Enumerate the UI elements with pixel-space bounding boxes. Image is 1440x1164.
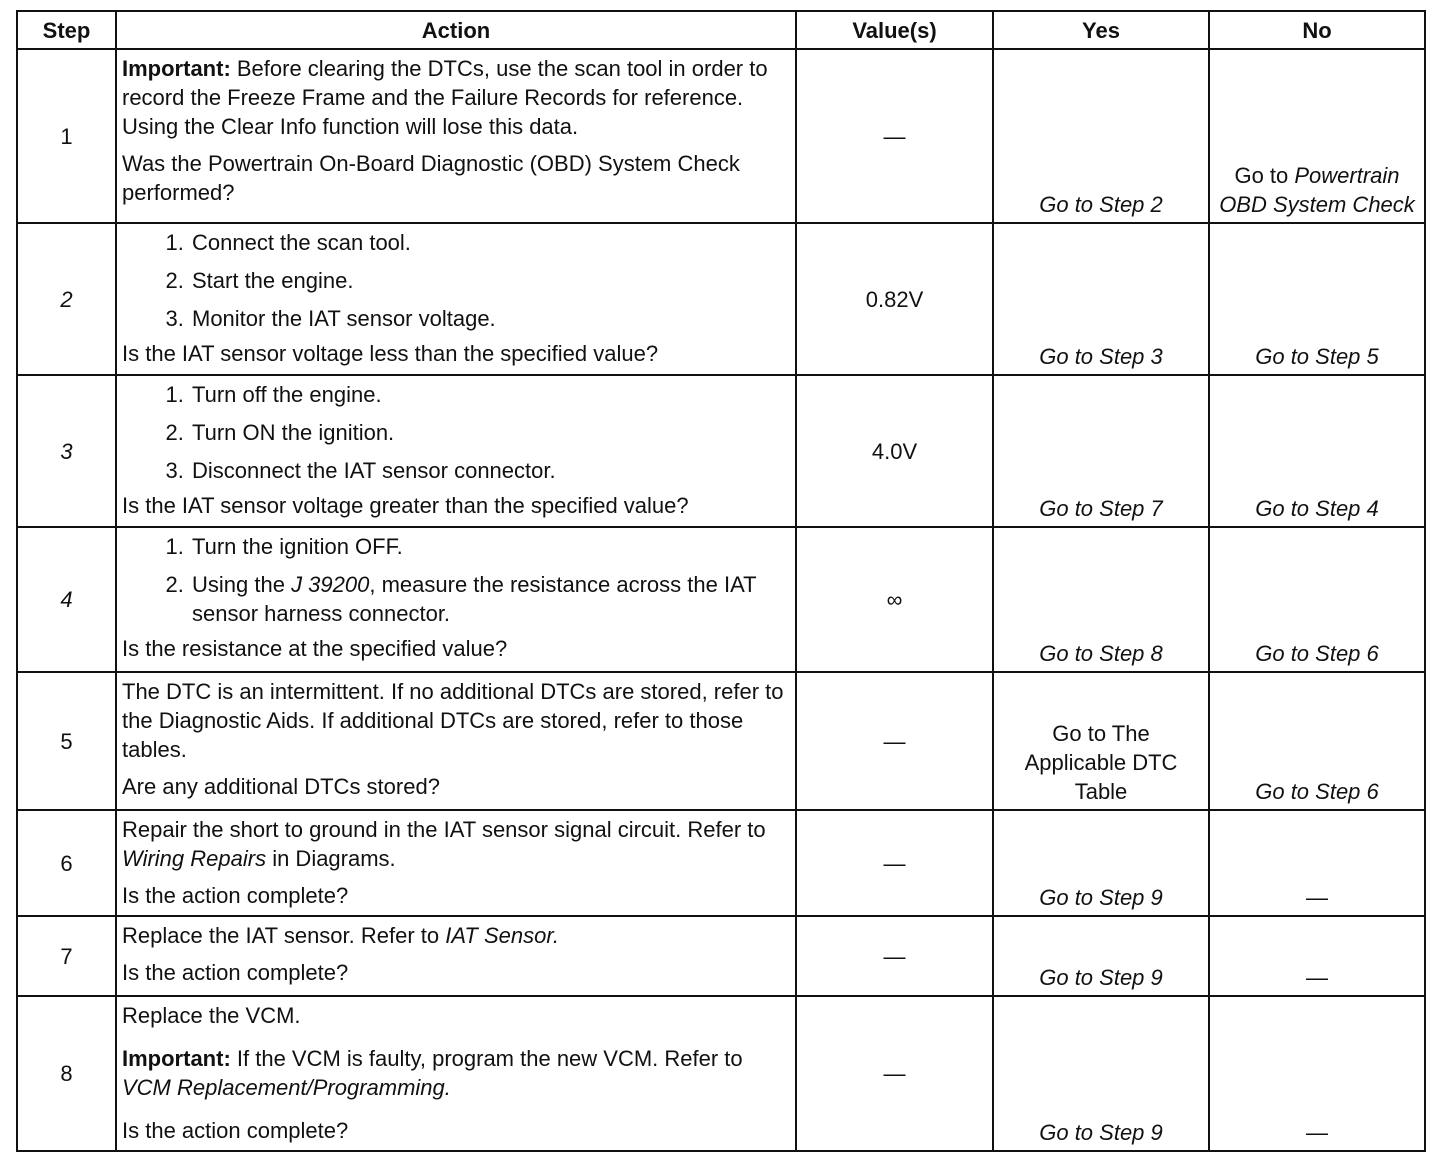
table-row — [17, 916, 1425, 996]
step-number: 8 — [17, 996, 116, 1151]
value-cell: — — [796, 49, 993, 223]
no-prefix: Go to — [1234, 163, 1295, 188]
question: Is the resistance at the specified value? — [122, 636, 508, 661]
table-row — [17, 672, 1425, 810]
question: Are any additional DTCs stored? — [122, 774, 440, 799]
yes-cell: Go to Step 9 — [993, 996, 1209, 1151]
yes-cell: Go to Step 2 — [993, 49, 1209, 223]
yes-cell: Go to Step 9 — [993, 810, 1209, 916]
yes-cell: Go to The Applicable DTC Table — [993, 672, 1209, 810]
table-row — [17, 375, 1425, 527]
text-suffix: in Diagrams. — [266, 846, 396, 871]
step-number: 2 — [17, 223, 116, 375]
no-cell — [1209, 49, 1425, 223]
table-row — [17, 223, 1425, 375]
action-cell — [116, 375, 796, 527]
important-text: If the VCM is faulty, program the new VCM. Refer to — [230, 1046, 743, 1071]
diagnostic-table-container — [16, 10, 1424, 1152]
question: Was the Powertrain On-Board Diagnostic (OBD) System Check performed? — [122, 151, 740, 205]
text-prefix: Replace the IAT sensor. Refer to — [122, 923, 446, 948]
step-number: 3 — [17, 375, 116, 527]
action-cell — [116, 527, 796, 672]
step-number: 5 — [17, 672, 116, 810]
action-text: The DTC is an intermittent. If no additional DTCs are stored, refer to the Diagnostic Aids. If additional DTCs are stored, refer to those tables. — [122, 679, 784, 762]
question: Is the action complete? — [122, 960, 349, 985]
yes-cell: Go to Step 8 — [993, 527, 1209, 672]
value-cell: — — [796, 996, 993, 1151]
no-link-text: Powertrain OBD System Check — [1219, 163, 1415, 217]
reference-text: Wiring Repairs — [122, 846, 267, 871]
table-row — [17, 49, 1425, 223]
yes-cell: Go to Step 7 — [993, 375, 1209, 527]
important-note — [122, 1044, 789, 1102]
value-cell: ∞ — [796, 527, 993, 672]
no-cell: Go to Step 6 — [1209, 527, 1425, 672]
action-step: 2. Turn ON the ignition. — [190, 418, 789, 447]
no-cell: Go to Step 5 — [1209, 223, 1425, 375]
action-text: Replace the VCM. — [122, 1003, 301, 1028]
yes-cell: Go to Step 9 — [993, 916, 1209, 996]
no-cell: Go to Step 4 — [1209, 375, 1425, 527]
yes-cell: Go to Step 3 — [993, 223, 1209, 375]
no-cell: Go to Step 6 — [1209, 672, 1425, 810]
header-step: Step — [17, 11, 116, 49]
action-step: 1. Connect the scan tool. — [190, 228, 789, 257]
action-cell — [116, 49, 796, 223]
action-cell — [116, 810, 796, 916]
value-cell: 0.82V — [796, 223, 993, 375]
step-prefix: Using the — [192, 572, 292, 597]
action-steps — [122, 228, 789, 333]
no-cell: — — [1209, 810, 1425, 916]
question: Is the IAT sensor voltage greater than the specified value? — [122, 493, 689, 518]
question: Is the IAT sensor voltage less than the specified value? — [122, 341, 659, 366]
reference-text: IAT Sensor. — [445, 923, 559, 948]
tool-reference: J 39200 — [291, 572, 370, 597]
header-row — [17, 11, 1425, 49]
header-values: Value(s) — [796, 11, 993, 49]
table-row — [17, 810, 1425, 916]
value-cell: — — [796, 672, 993, 810]
header-no: No — [1209, 11, 1425, 49]
table-row — [17, 996, 1425, 1151]
action-cell — [116, 672, 796, 810]
step-number: 1 — [17, 49, 116, 223]
step-number: 6 — [17, 810, 116, 916]
important-note — [122, 54, 789, 141]
value-cell: — — [796, 810, 993, 916]
header-yes: Yes — [993, 11, 1209, 49]
no-cell: — — [1209, 996, 1425, 1151]
action-steps — [122, 380, 789, 485]
value-cell: 4.0V — [796, 375, 993, 527]
step-number: 7 — [17, 916, 116, 996]
important-text: Before clearing the DTCs, use the scan tool in order to record the Freeze Frame and the Failure Records for reference. Using the Clear Info function will lose this data. — [122, 56, 768, 139]
action-step: 1. Turn the ignition OFF. — [190, 532, 789, 561]
value-cell: — — [796, 916, 993, 996]
action-text — [122, 921, 789, 950]
action-step: 3. Disconnect the IAT sensor connector. — [190, 456, 789, 485]
header-action: Action — [116, 11, 796, 49]
step-number: 4 — [17, 527, 116, 672]
action-cell — [116, 223, 796, 375]
action-cell — [116, 996, 796, 1151]
action-cell — [116, 916, 796, 996]
table-row — [17, 527, 1425, 672]
important-label: Important: — [122, 56, 231, 81]
action-step: 1. Turn off the engine. — [190, 380, 789, 409]
important-label: Important: — [122, 1046, 231, 1071]
no-cell: — — [1209, 916, 1425, 996]
question: Is the action complete? — [122, 883, 349, 908]
action-step: 3. Monitor the IAT sensor voltage. — [190, 304, 789, 333]
reference-text: VCM Replacement/Programming. — [122, 1075, 451, 1100]
action-step: 2. Start the engine. — [190, 266, 789, 295]
action-step — [190, 570, 789, 628]
action-steps — [122, 532, 789, 628]
action-text — [122, 815, 789, 873]
question: Is the action complete? — [122, 1118, 349, 1143]
diagnostic-table — [16, 10, 1426, 1152]
step-suffix: , measure the resistance across the IAT sensor harness connector. — [192, 572, 757, 626]
text-prefix: Repair the short to ground in the IAT sensor signal circuit. Refer to — [122, 817, 766, 842]
